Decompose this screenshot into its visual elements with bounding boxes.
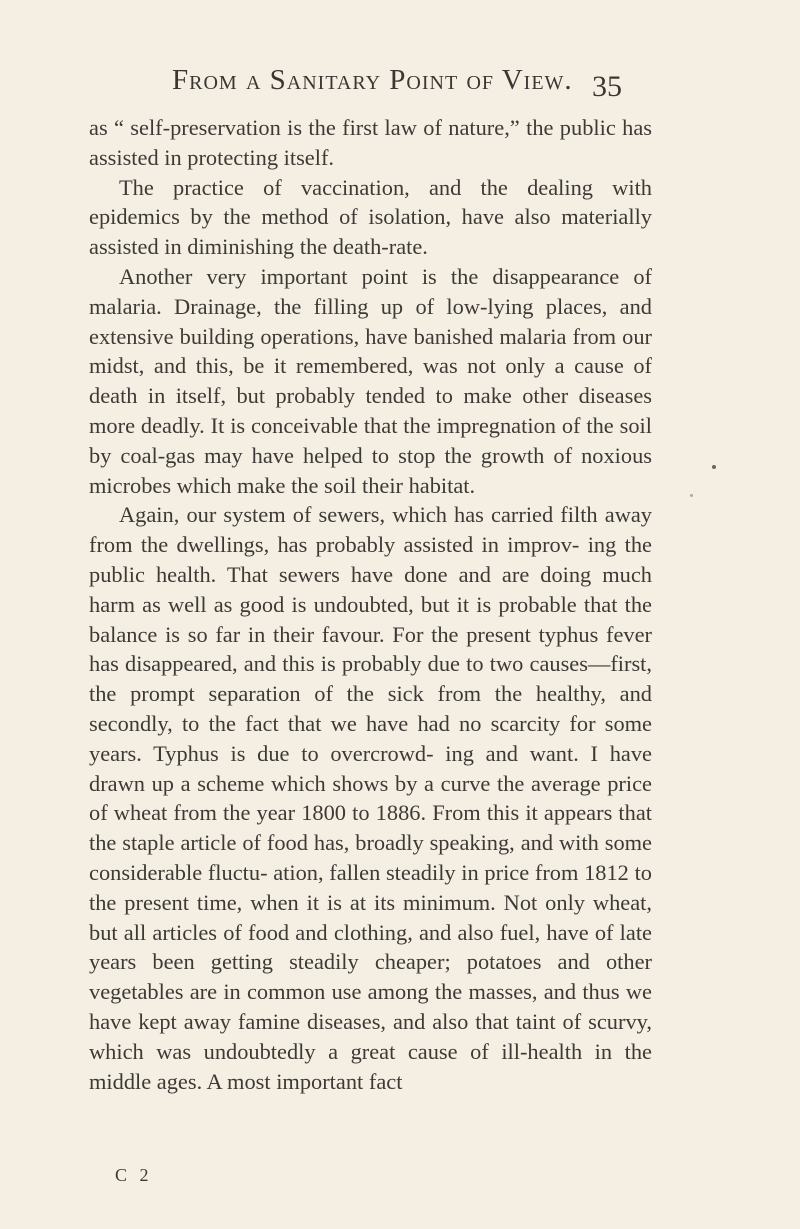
paper-speck <box>690 494 693 497</box>
paragraph-sewers: Again, our system of sewers, which has carried filth away from the dwellings, has probably assisted in improv- ing the public health. That sewers have done and are doing much harm as well as good is undoubted, but it is probable that the balance is so far in their favour. For the present typhus fever has disappeared, and this is probably due to two causes—first, the prompt separation of the sick from the healthy, and secondly, to the fact that we have had no scarcity for some years. Typhus is due to overcrowd- ing and want. I have drawn up a scheme which shows by a curve the average price of wheat from the year 1800 to 1886. From this it appears that the staple article of food has, broadly speaking, and with some considerable fluctu- ation, fallen steadily in price from 1812 to the present time, when it is at its minimum. Not only wheat, but all articles of food and clothing, and also fuel, have of late years been getting steadily cheaper; potatoes and other vegetables are in common use among the masses, and thus we have kept away famine diseases, and also that taint of scurvy, which was undoubtedly a great cause of ill-health in the middle ages. A most important fact <box>89 502 652 1094</box>
paragraph-vaccination: The practice of vaccination, and the dealing with epidemics by the method of isolation, have also materially assisted in diminishing the death-rate. <box>89 174 652 260</box>
paper-speck <box>712 465 716 469</box>
body-text <box>89 113 652 1096</box>
signature-mark: C 2 <box>115 1165 153 1185</box>
running-head-title: From a Sanitary Point of View. <box>172 64 573 96</box>
paragraph-malaria: Another very important point is the disappearance of malaria. Drainage, the filling up of low-lying places, and extensive building operations, have banished malaria from our midst, and this, be it remembered, was not only a cause of death in itself, but probably tended to make other diseases more deadly. It is conceivable that the impregnation of the soil by coal-gas may have helped to stop the growth of noxious microbes which make the soil their habitat. <box>89 263 652 498</box>
page-number: 35 <box>592 70 622 103</box>
running-head <box>0 62 800 102</box>
paragraph-self-preservation: as “ self-preservation is the first law of nature,” the public has assisted in protecting itself. <box>89 115 652 170</box>
